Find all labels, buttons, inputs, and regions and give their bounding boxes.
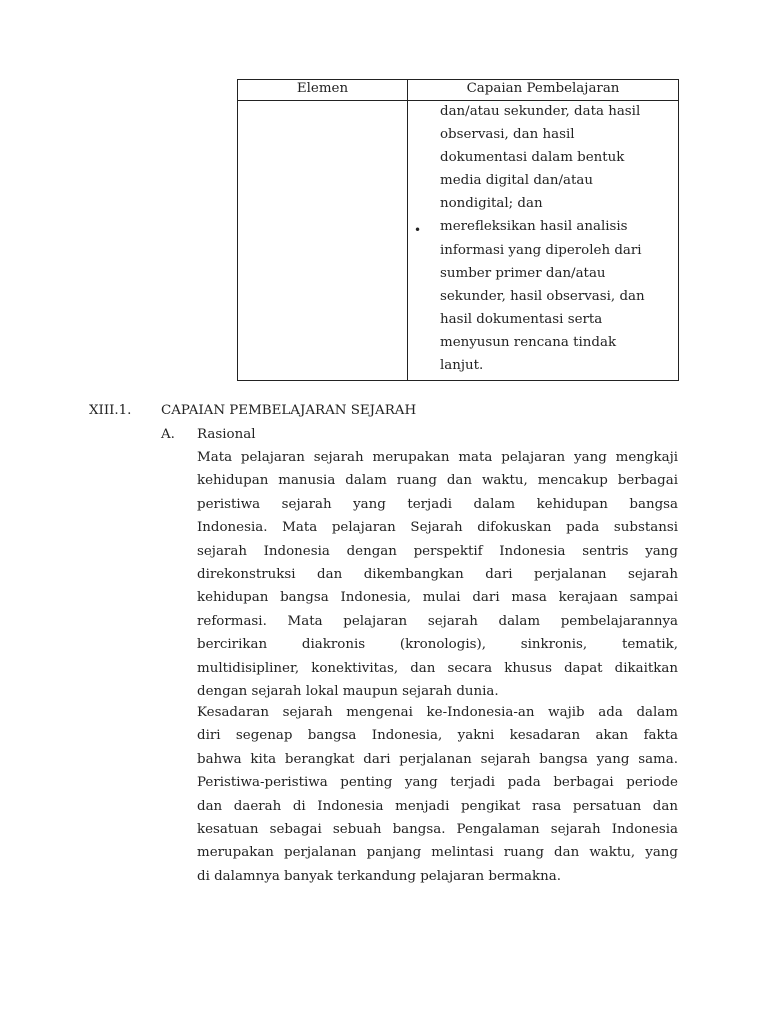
paragraph-line: kehidupan bangsa Indonesia, mulai dari masa kerajaan sampai: [197, 590, 678, 606]
paragraph-line: bahwa kita berangkat dari perjalanan sejarah bangsa yang sama.: [197, 751, 678, 767]
paragraph-line: Peristiwa-peristiwa penting yang terjadi pada berbagai periode: [197, 775, 678, 791]
cell-line: lanjut.: [440, 358, 484, 374]
subsection-letter: A.: [161, 427, 175, 442]
paragraph-line: dan daerah di Indonesia menjadi pengikat rasa persatuan dan: [197, 798, 678, 814]
cell-line: sekunder, hasil observasi, dan: [440, 288, 645, 304]
table-cell-capaian: [440, 102, 676, 379]
cell-line: menyusun rencana tindak: [440, 334, 617, 350]
paragraph-rasional-2: [197, 703, 678, 890]
cell-line: merefleksikan hasil analisis: [440, 219, 628, 235]
table-header-capaian: Capaian Pembelajaran: [466, 81, 620, 96]
paragraph-line: kesatuan sebagai sebuah bangsa. Pengalaman sejarah Indonesia: [197, 821, 678, 837]
paragraph-line: Kesadaran sejarah mengenai ke-Indonesia-an wajib ada dalam: [197, 705, 678, 720]
section-title: CAPAIAN PEMBELAJARAN SEJARAH: [161, 403, 417, 418]
paragraph-line: reformasi. Mata pelajaran sejarah dalam pembelajarannya: [197, 613, 678, 629]
cell-line: informasi yang diperoleh dari: [440, 242, 642, 258]
table-column-divider: [407, 80, 408, 380]
list-bullet: •: [414, 223, 422, 237]
paragraph-rasional-1: [197, 448, 678, 705]
paragraph-line: di dalamnya banyak terkandung pelajaran bermakna.: [197, 868, 561, 884]
paragraph-line: direkonstruksi dan dikembangkan dari perjalanan sejarah: [197, 566, 678, 582]
paragraph-line: kehidupan manusia dalam ruang dan waktu, mencakup berbagai: [197, 473, 678, 489]
paragraph-line: diri segenap bangsa Indonesia, yakni kesadaran akan fakta: [197, 728, 678, 744]
paragraph-line: dengan sejarah lokal maupun sejarah dunia.: [197, 683, 499, 699]
table-header-divider: [238, 100, 678, 101]
cell-line: observasi, dan hasil: [440, 127, 575, 143]
subsection-title: Rasional: [197, 427, 256, 442]
cell-line: dan/atau sekunder, data hasil: [440, 104, 641, 119]
section-number: XIII.1.: [89, 403, 132, 418]
paragraph-line: peristiwa sejarah yang terjadi dalam kehidupan bangsa: [197, 496, 678, 512]
paragraph-line: bercirikan diakronis (kronologis), sinkronis, tematik,: [197, 637, 678, 653]
paragraph-line: Indonesia. Mata pelajaran Sejarah difokuskan pada substansi: [197, 520, 678, 536]
paragraph-line: multidisipliner, konektivitas, dan secara khusus dapat dikaitkan: [197, 660, 678, 676]
cell-line: sumber primer dan/atau: [440, 265, 606, 281]
cell-line: nondigital; dan: [440, 196, 543, 212]
cell-line: media digital dan/atau: [440, 173, 593, 189]
paragraph-line: sejarah Indonesia dengan perspektif Indonesia sentris yang: [197, 543, 678, 559]
paragraph-line: Mata pelajaran sejarah merupakan mata pelajaran yang mengkaji: [197, 450, 678, 465]
paragraph-line: merupakan perjalanan panjang melintasi ruang dan waktu, yang: [197, 845, 678, 861]
learning-outcomes-table: [237, 79, 679, 381]
cell-line: hasil dokumentasi serta: [440, 311, 603, 327]
cell-line: dokumentasi dalam bentuk: [440, 150, 625, 166]
table-header-elemen: Elemen: [296, 81, 349, 96]
